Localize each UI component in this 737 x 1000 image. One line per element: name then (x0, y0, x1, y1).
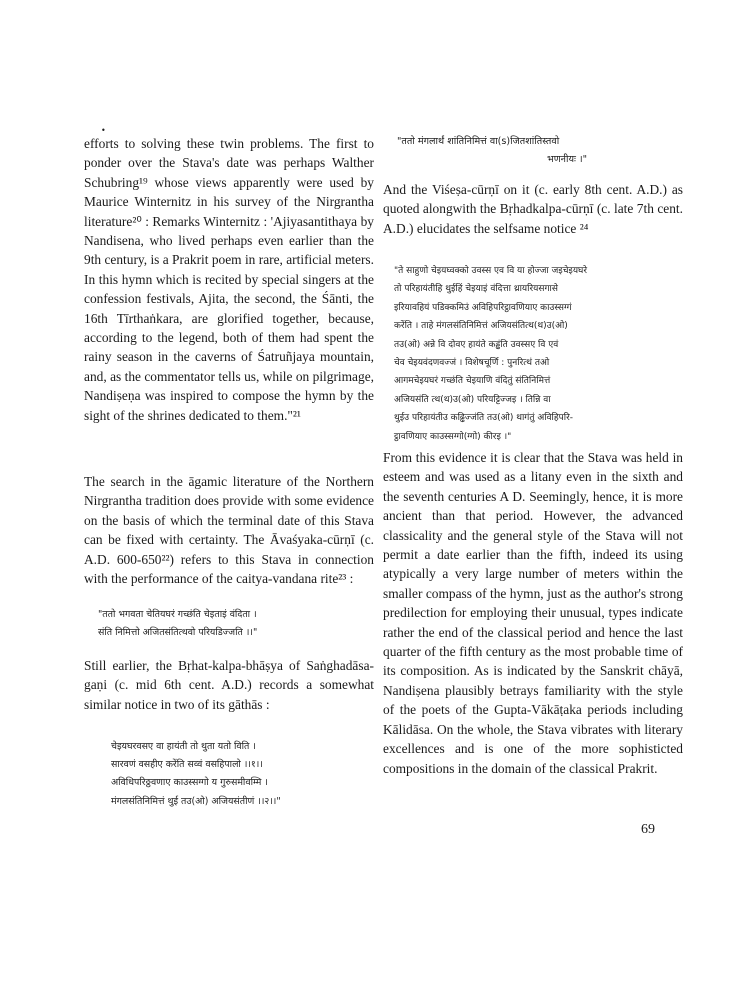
quote-line: थुईउ परिहायंतीउ कढ्ढिज्जंति तउ(ओ) थागंतुं अविहिपरि- (394, 413, 574, 424)
quote-avashyaka-churni (98, 606, 257, 642)
quote-line: "ते साहुणो चेइयघ्वक्को उवस्स एव वि या होज्जा जइचेइयघरे (394, 266, 588, 276)
paragraph-schubring: efforts to solving these twin problems. The first to ponder over the Stava's date was perhaps Walther Schubring¹⁹ whose views apparently were used by Maurice Winternitz in his survey of the Nirgrantha literature²⁰ : Remarks Winternitz : 'Ajiyasantithaya by Nandisena, who lived perhaps even earlier than the 9th century, is a Prakrit poem in rare, artificial meters. In this hymn which is recited by special singers at the confession festivals, Ajita, the second, the Śānti, the 16th Tīrthaṅkara, are glorified together, because, according to the legend, both of them had spent the rainy season in the caverns of Śatruñjaya mountain, and, as the commentator tells us, while on pilgrimage, Nandiṣeṇa was inspired to compose the hymn by the sight of the shrines dedicated to them."²¹ (84, 136, 374, 423)
quote-line: सारवणं वसहीए करेंति सव्वं वसहिपालो ।।१।। (111, 759, 263, 771)
quote-shantistava (397, 133, 587, 169)
quote-line: आगमचेइयघरं गच्छंति चेइयाणि वंदितुं संतिनिमित्तं (394, 376, 551, 387)
quote-line: चेव चेइयवंदणवज्जं । विशेषचूर्णि : पुनरित्थं तओ (394, 358, 550, 369)
quote-line: संति निमित्तो अजितसंतित्थवो परियडिज्जति ।।" (98, 627, 258, 639)
paragraph-evidence-conclusion: From this evidence it is clear that the Stava was held in esteem and was used as a litany even in the sixth and the seventh centuries A D. Seemingly, hence, it is more ancient than that period. However, the advanced classicality and the general style of the Stava will not permit a date earlier than the fifth, indeed its using atypically a very large number of meters within the smaller compass of the hymn, just as the author's strong predilection for employing their unusual, types indicate rather the end of the classical period and hence the last quarter of the fifth century as the most probable time of its composition. As is indicated by the Sanskrit chāyā, Nandiṣena plausibly betrays familiarity with the style of the poets of the Gupta-Vākāṭaka periods including Kālidāsa. On the whole, the Stava vibrates with literary excellences and is one of the more sophisticted compositions in the domain of the classical Prakrit. (383, 450, 683, 776)
stray-mark: • (101, 126, 106, 135)
quote-line: भणनीयः ।" (547, 154, 588, 166)
paragraph-agamic-search: The search in the āgamic literature of the Northern Nirgrantha tradition does provide with some evidence on the basis of which the terminal date of this Stava can be fixed with certainty. The Āvaśyaka-cūrṇī (c. A.D. 600-650²²) refers to this Stava in connection with the performance of the caitya-vandana rite²³ : (84, 474, 374, 587)
quote-line: करेंति । ताहे मंगलसंतिनिमित्तं अजियसंतित्थ(थ)उ(ओ) (394, 321, 568, 332)
quote-line: मंगलसंतिनिमित्तं थुई तउ(ओ) अजियसंतीणं ।।२।।" (111, 795, 281, 807)
quote-line: "ततो मंगलार्थं शांतिनिमित्तं वा(s)जितशांतिस्तवो (397, 136, 560, 147)
quote-gathas (111, 738, 281, 811)
quote-line: अविधिपरिठ्ठवणाए काउस्सग्गो य गुरुसमीवम्मि । (111, 777, 268, 789)
paragraph-brhat-kalpa: Still earlier, the Bṛhat-kalpa-bhāṣya of Saṅghadāsa-gaṇi (c. mid 6th cent. A.D.) records a somewhat similar notice in two of its gāthās : (84, 658, 374, 712)
paragraph-vishesha-churni: And the Viśeṣa-cūrṇī on it (c. early 8th cent. A.D.) as quoted alongwith the Bṛhadkalpa-cūrṇī (c. late 7th cent. A.D.) elucidates the selfsame notice ²⁴ (383, 182, 683, 236)
quote-line: इरियावहियं पडिक्कमिउं अविहिपरिट्ठावणियाए काउस्सग्गं (394, 302, 572, 313)
quote-line: तो परिहायंतीहि थुईहिं चेइयाइं वंदित्ता थ्रायरियसगासे (394, 284, 558, 295)
page-number: 69 (641, 822, 655, 837)
quote-line: अजियसंति त्थ(थ)उ(ओ) परियट्टिज्जइ । तिन्नि वा (394, 394, 551, 405)
quote-vishesha-churni (394, 262, 587, 446)
quote-line: चेइयघरवसए वा हायंती तो थुता यतो विति । (111, 741, 256, 752)
quote-line: तउ(ओ) अन्ने वि दोवए हायंते कड्ढंति उवस्सए वि एवं (394, 339, 559, 350)
quote-line: "ततो भगवता चेतियघरं गच्छंति चेइताइं वंदिता । (98, 609, 257, 620)
quote-line: ट्ठावणियाए काउस्सग्गो(ग्गो) कीरइ ।" (394, 431, 512, 442)
